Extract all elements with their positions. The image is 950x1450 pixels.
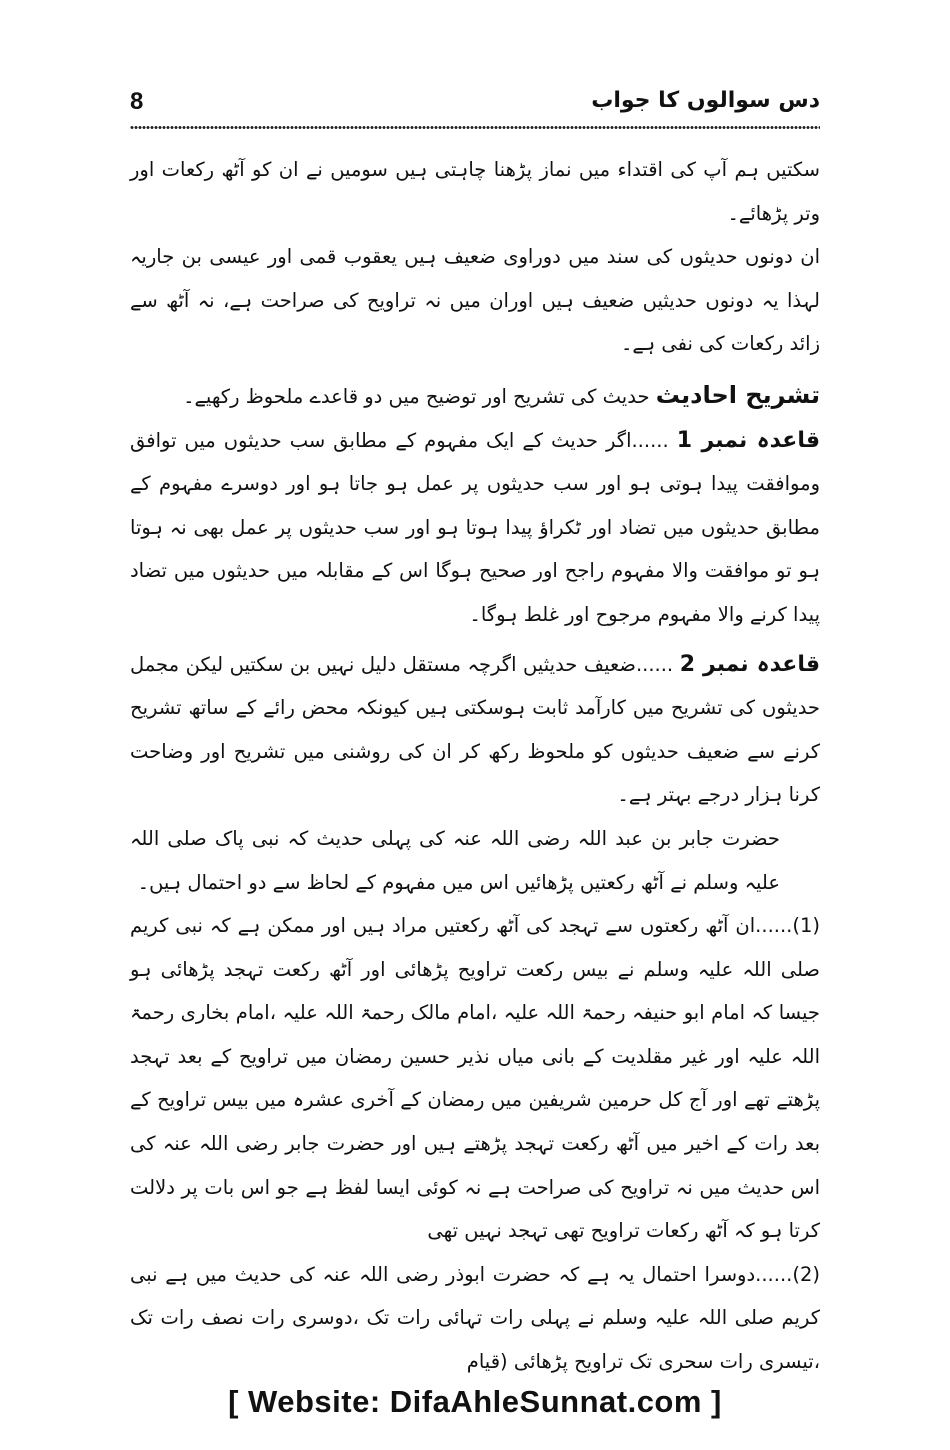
- rule-2-text: ......ضعیف حدیثیں اگرچہ مستقل دلیل نہیں بن سکتیں لیکن مجمل حدیثوں کی تشریح میں کارآمد ثابت ہوسکتی ہیں کیونکہ محض رائے کے ساتھ تشریح کرنے سے ضعیف حدیثوں کو ملحوظ رکھ کر ان کی روشنی میں تشریح اور وضاحت کرنا ہزار درجے بہتر ہے۔: [130, 652, 820, 807]
- website-footer: [ Website: DifaAhleSunnat.com ]: [228, 1384, 722, 1419]
- paragraph-3-text: حدیث کی تشریح اور توضیح میں دو قاعدے ملحوظ رکھیے۔: [183, 384, 650, 408]
- rule-1-text: ......اگر حدیث کے ایک مفہوم کے مطابق سب حدیثوں میں توافق وموافقت پیدا ہوتی ہو اور سب حدیثوں پر عمل ہو جاتا ہو اور دوسرے مفہوم کے مطابق حدیثوں میں تضاد اور ٹکراؤ پیدا ہوتا ہو اور سب حدیثوں پر عمل بھی نہ ہوتا ہو تو موافقت والا مفہوم راجح اور صحیح ہوگا اس کے مقابلہ میں حدیثوں میں تضاد پیدا کرنے والا مفہوم مرجوح اور غلط ہوگا۔: [130, 428, 820, 626]
- section-heading: تشریح احادیث: [655, 380, 820, 409]
- paragraph-1: سکتیں ہم آپ کی اقتداء میں نماز پڑھنا چاہتی ہیں سومیں نے ان کو آٹھ رکعات اور وتر پڑھائے۔: [130, 158, 820, 225]
- body-text: [130, 148, 820, 1384]
- paragraph-7: (1)......ان آٹھ رکعتوں سے تہجد کی آٹھ رکعتیں مراد ہیں اور ممکن ہے کہ نبی کریم صلی اللہ علیہ وسلم نے بیس رکعت تراویح پڑھائی اور آٹھ رکعت تہجد پڑھائی ہو جیسا کہ امام ابو حنیفہ رحمۃ اللہ علیہ ،امام مالک رحمۃ اللہ علیہ ،امام بخاری رحمۃ اللہ علیہ اور غیر مقلدیت کے بانی میاں نذیر حسین رمضان میں تراویح کے بعد تہجد پڑھتے تھے اور آج کل حرمین شریفین میں رمضان کے آخری عشرہ میں بیس تراویح کے بعد رات کے اخیر میں آٹھ رکعت تہجد پڑھتے ہیں اور حضرت جابر رضی اللہ عنہ کی اس حدیث میں نہ تراویح کی صراحت ہے نہ کوئی ایسا لفظ ہے جو اس بات پر دلالت کرتا ہو کہ آٹھ رکعات تراویح تھی تہجد نہیں تھی: [130, 914, 820, 1243]
- page-number: 8: [130, 88, 144, 115]
- header-divider: [130, 125, 820, 130]
- paragraph-8: (2)......دوسرا احتمال یہ ہے کہ حضرت ابوذر رضی اللہ عنہ کی حدیث میں ہے نبی کریم صلی اللہ علیہ وسلم نے پہلی رات تہائی رات تک ،دوسری رات نصف رات تک ،تیسری رات سحری تک تراویح پڑھائی (قیام: [130, 1262, 820, 1374]
- paragraph-2: ان دونوں حدیثوں کی سند میں دوراوی ضعیف ہیں یعقوب قمی اور عیسی بن جاریہ لہذا یہ دونوں حدیثیں ضعیف ہیں اوران میں نہ تراویح کی صراحت ہے، نہ آٹھ سے زائد رکعات کی نفی ہے۔: [130, 245, 820, 356]
- running-title: دس سوالوں کا جواب: [591, 88, 820, 113]
- paragraph-6: حضرت جابر بن عبد اللہ رضی اللہ عنہ کی پہلی حدیث کہ نبی پاک صلی اللہ علیہ وسلم نے آٹھ رکعتیں پڑھائیں اس میں مفہوم کے لحاظ سے دو احتمال ہیں۔: [130, 826, 780, 894]
- rule-2-label: قاعدہ نمبر 2: [679, 651, 820, 677]
- paragraph-rule-2: [130, 643, 820, 817]
- paragraph-rule-1: [130, 419, 820, 637]
- paragraph-3: [130, 374, 820, 419]
- rule-1-label: قاعدہ نمبر 1: [676, 427, 820, 453]
